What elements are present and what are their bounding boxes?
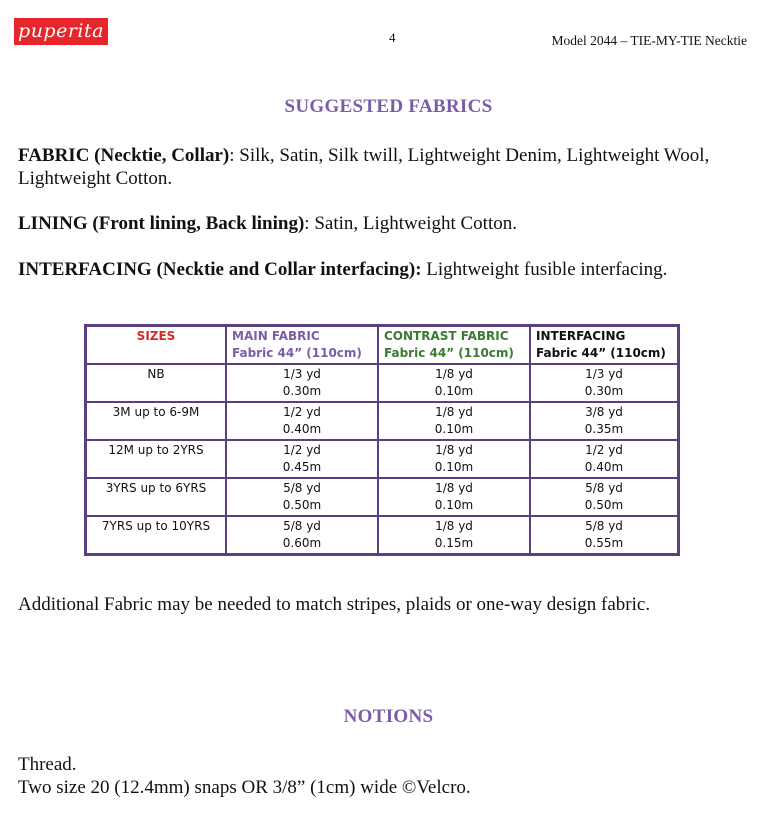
size-cell: 12M up to 2YRS [86, 440, 227, 478]
fabric-paragraph [18, 144, 738, 190]
additional-fabric-note: Additional Fabric may be needed to match stripes, plaids or one-way design fabric. [18, 594, 651, 615]
notions-title: NOTIONS [343, 706, 434, 727]
lining-paragraph [18, 212, 738, 235]
interfacing-cell: 1/3 yd 0.30m [530, 364, 679, 402]
table-row [86, 516, 679, 555]
size-cell: 3M up to 6-9M [86, 402, 227, 440]
header-main-fabric: MAIN FABRIC Fabric 44” (110cm) [226, 326, 378, 365]
contrast-fabric-cell: 1/8 yd 0.15m [378, 516, 530, 555]
contrast-fabric-cell: 1/8 yd 0.10m [378, 364, 530, 402]
notions-thread: Thread. [18, 754, 77, 775]
header-interfacing: INTERFACING Fabric 44” (110cm) [530, 326, 679, 365]
table-row [86, 402, 679, 440]
logo-text: puperita [18, 20, 104, 42]
brand-logo [14, 18, 108, 45]
interfacing-paragraph [18, 258, 738, 281]
table-row [86, 440, 679, 478]
fabric-text: : Silk, Satin, Silk twill, Lightweight Denim, Lightweight Wool, Lightweight Cotton. [18, 145, 710, 189]
header-contrast-fabric: CONTRAST FABRIC Fabric 44” (110cm) [378, 326, 530, 365]
interfacing-cell: 3/8 yd 0.35m [530, 402, 679, 440]
size-cell: 7YRS up to 10YRS [86, 516, 227, 555]
fabric-label: FABRIC (Necktie, Collar) [18, 145, 230, 166]
contrast-fabric-cell: 1/8 yd 0.10m [378, 440, 530, 478]
interfacing-cell: 1/2 yd 0.40m [530, 440, 679, 478]
lining-text: : Satin, Lightweight Cotton. [304, 213, 517, 234]
header-sizes: SIZES [86, 326, 227, 365]
interfacing-text: Lightweight fusible interfacing. [421, 259, 668, 280]
main-fabric-cell: 1/3 yd 0.30m [226, 364, 378, 402]
interfacing-cell: 5/8 yd 0.55m [530, 516, 679, 555]
notions-snaps: Two size 20 (12.4mm) snaps OR 3/8” (1cm) wide ©Velcro. [18, 777, 471, 798]
main-fabric-cell: 5/8 yd 0.60m [226, 516, 378, 555]
model-title: Model 2044 – TIE-MY-TIE Necktie [551, 33, 747, 48]
main-fabric-cell: 1/2 yd 0.45m [226, 440, 378, 478]
suggested-fabrics-title: SUGGESTED FABRICS [284, 96, 493, 117]
interfacing-label: INTERFACING (Necktie and Collar interfacing): [18, 259, 422, 280]
fabric-requirements-table [84, 324, 680, 556]
page-number: 4 [389, 30, 396, 45]
interfacing-cell: 5/8 yd 0.50m [530, 478, 679, 516]
lining-label: LINING (Front lining, Back lining) [18, 213, 305, 234]
table-header-row [86, 326, 679, 365]
contrast-fabric-cell: 1/8 yd 0.10m [378, 402, 530, 440]
size-cell: NB [86, 364, 227, 402]
table-row [86, 478, 679, 516]
table-row [86, 364, 679, 402]
size-cell: 3YRS up to 6YRS [86, 478, 227, 516]
main-fabric-cell: 5/8 yd 0.50m [226, 478, 378, 516]
contrast-fabric-cell: 1/8 yd 0.10m [378, 478, 530, 516]
main-fabric-cell: 1/2 yd 0.40m [226, 402, 378, 440]
